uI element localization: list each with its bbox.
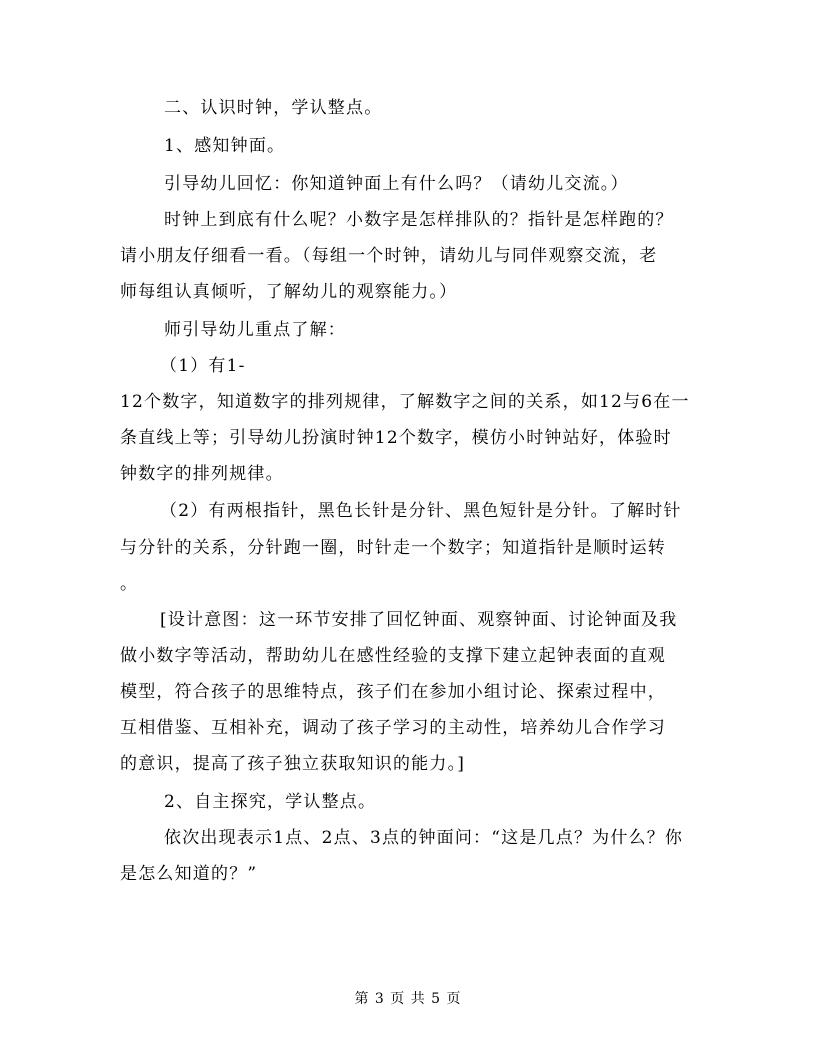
design-intent-line: 模型，符合孩子的思维特点，孩子们在参加小组讨论、探索过程中， bbox=[120, 682, 666, 702]
paragraph-line: 12个数字，知道数字的排列规律，了解数字之间的关系，如12与6在一 bbox=[120, 392, 690, 412]
page-footer: 第 3 页 共 5 页 bbox=[354, 991, 462, 1007]
subheading-2: 2、自主探究，学认整点。 bbox=[164, 792, 377, 812]
paragraph-line: 。 bbox=[120, 574, 139, 594]
paragraph-line: 与分针的关系，分针跑一圈，时针走一个数字；知道指针是顺时运转 bbox=[120, 538, 666, 558]
heading-section-2: 二、认识时钟，学认整点。 bbox=[164, 98, 383, 118]
design-intent-line: 做小数字等活动，帮助幼儿在感性经验的支撑下建立起钟表面的直观 bbox=[120, 646, 666, 666]
paragraph-line: 是怎么知道的？” bbox=[120, 864, 258, 884]
paragraph-line: 师每组认真倾听，了解幼儿的观察能力。） bbox=[120, 282, 458, 302]
subheading-1: 1、感知钟面。 bbox=[164, 136, 286, 156]
paragraph-line: 请小朋友仔细看一看。（每组一个时钟，请幼儿与同伴观察交流，老 bbox=[120, 246, 658, 266]
list-item-label: （1）有1- bbox=[160, 356, 246, 376]
paragraph-line: 钟数字的排列规律。 bbox=[120, 464, 284, 484]
design-intent-line: 的意识，提高了孩子独立获取知识的能力。] bbox=[120, 754, 466, 774]
design-intent-line: [设计意图：这一环节安排了回忆钟面、观察钟面、讨论钟面及我 bbox=[160, 610, 678, 630]
paragraph-line: （2）有两根指针，黑色长针是分针、黑色短针是分针。了解时针 bbox=[160, 501, 682, 521]
paragraph-line: 师引导幼儿重点了解： bbox=[164, 320, 346, 340]
paragraph-line: 依次出现表示1点、2点、3点的钟面问：“这是几点？为什么？你 bbox=[164, 828, 684, 848]
paragraph-line: 条直线上等；引导幼儿扮演时钟12个数字，模仿小时钟站好，体验时 bbox=[120, 428, 672, 448]
paragraph-line: 时钟上到底有什么呢？小数字是怎样排队的？指针是怎样跑的？ bbox=[164, 210, 674, 230]
design-intent-line: 互相借鉴、互相补充，调动了孩子学习的主动性，培养幼儿合作学习 bbox=[120, 718, 666, 738]
paragraph-line: 引导幼儿回忆：你知道钟面上有什么吗？（请幼儿交流。） bbox=[164, 174, 629, 194]
